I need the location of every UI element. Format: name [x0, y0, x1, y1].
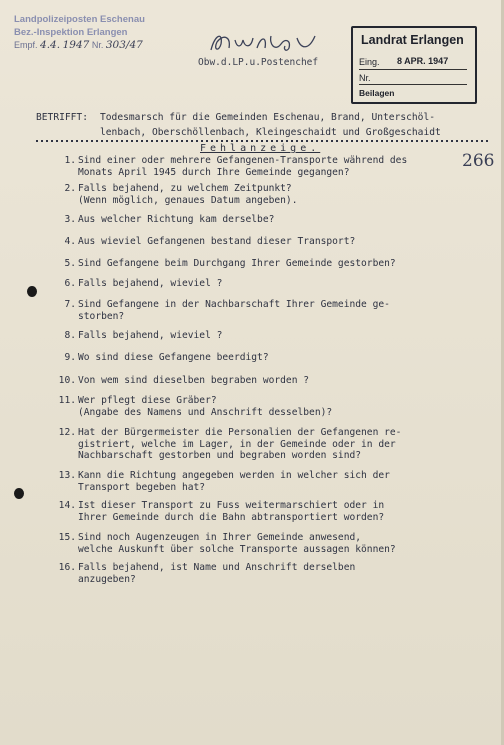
- question-text: Von wem sind dieselben begraben worden ?: [78, 375, 310, 386]
- question-item: [56, 299, 436, 322]
- question-number: 14.: [58, 500, 76, 511]
- stamp-line-1: Landpolizeiposten Eschenau: [14, 14, 145, 25]
- question-item: [56, 183, 436, 206]
- stamp-empf-year: 1947: [62, 39, 90, 51]
- handwritten-signature: [205, 30, 325, 56]
- fehlanzeige-heading: Fehlanzeige.: [200, 143, 321, 154]
- question-text: Sind noch Augenzeugen in Ihrer Gemeinde anwesend, welche Auskunft über solche Transporte aussagen können?: [78, 532, 396, 555]
- question-item: [56, 500, 436, 523]
- received-stamp-eing-label: Eing.: [359, 57, 380, 67]
- stamp-nr-label: Nr.: [91, 40, 104, 50]
- received-stamp-beilagen-label: Beilagen: [359, 88, 395, 98]
- question-item: [56, 562, 436, 585]
- subject-label: BETRIFFT:: [36, 112, 88, 123]
- question-item: [56, 155, 436, 178]
- question-number: 2.: [64, 183, 76, 194]
- question-text: Falls bejahend, ist Name und Anschrift derselben anzugeben?: [78, 562, 356, 585]
- question-item: [56, 395, 436, 418]
- stamp-rule: [359, 84, 467, 85]
- question-number: 3.: [64, 214, 76, 225]
- stamp-empf-label: Empf.: [14, 40, 38, 50]
- question-text: Falls bejahend, wieviel ?: [78, 330, 223, 341]
- question-item: [56, 352, 436, 364]
- received-stamp-nr-label: Nr.: [359, 73, 371, 83]
- question-item: [56, 258, 436, 270]
- question-text: Hat der Bürgermeister die Personalien der Gefangenen re- gistriert, welche im Lager, in der Gemeinde oder in der Nachbarschaft gestorben und begraben worden sind?: [78, 427, 402, 461]
- stamp-line-3: [14, 39, 194, 52]
- stamp-empf-day: 4.4.: [40, 39, 61, 51]
- question-number: 13.: [58, 470, 76, 481]
- received-stamp-date: 8 APR. 1947: [397, 56, 449, 66]
- question-item: [56, 330, 436, 342]
- stamp-rule: [359, 69, 467, 70]
- question-text: Falls bejahend, zu welchem Zeitpunkt? (Wenn möglich, genaues Datum angeben).: [78, 183, 298, 206]
- stamp-line-2: Bez.-Inspektion Erlangen: [14, 27, 128, 38]
- question-text: Sind einer oder mehrere Gefangenen-Transporte während des Monats April 1945 durch Ihre Gemeinde gegangen?: [78, 155, 408, 178]
- question-item: [56, 375, 436, 387]
- question-text: Ist dieser Transport zu Fuss weitermarschiert oder in Ihrer Gemeinde durch die Bahn abtransportiert worden?: [78, 500, 385, 523]
- question-number: 7.: [64, 299, 76, 310]
- question-item: [56, 214, 436, 226]
- question-item: [56, 427, 436, 462]
- subject-line-2: lenbach, Oberschöllenbach, Kleingeschaidt und Großgeschaidt: [100, 127, 441, 138]
- stamp-nr-value: 303/47: [105, 39, 143, 51]
- question-number: 1.: [64, 155, 76, 166]
- question-number: 4.: [64, 236, 76, 247]
- question-item: [56, 278, 436, 290]
- signature-title: Obw.d.LP.u.Postenchef: [198, 57, 319, 68]
- question-text: Sind Gefangene in der Nachbarschaft Ihrer Gemeinde ge- storben?: [78, 299, 390, 322]
- question-item: [56, 470, 436, 493]
- question-number: 8.: [64, 330, 76, 341]
- question-text: Wo sind diese Gefangene beerdigt?: [78, 352, 269, 363]
- police-post-stamp: [14, 13, 194, 52]
- received-stamp-org: Landrat Erlangen: [361, 33, 464, 47]
- dotted-separator: [36, 140, 488, 142]
- question-text: Aus wieviel Gefangenen bestand dieser Transport?: [78, 236, 356, 247]
- question-text: Sind Gefangene beim Durchgang Ihrer Gemeinde gestorben?: [78, 258, 396, 269]
- question-number: 6.: [64, 278, 76, 289]
- question-number: 15.: [58, 532, 76, 543]
- question-text: Wer pflegt diese Gräber? (Angabe des Namens und Anschrift desselben)?: [78, 395, 333, 418]
- question-number: 10.: [58, 375, 76, 386]
- subject-line-1: Todesmarsch für die Gemeinden Eschenau, Brand, Unterschöl-: [100, 112, 436, 123]
- question-item: [56, 532, 436, 555]
- question-text: Falls bejahend, wieviel ?: [78, 278, 223, 289]
- question-number: 11.: [58, 395, 76, 406]
- received-stamp: [351, 26, 477, 104]
- punch-hole: [27, 286, 37, 297]
- question-text: Aus welcher Richtung kam derselbe?: [78, 214, 275, 225]
- question-number: 5.: [64, 258, 76, 269]
- question-item: [56, 236, 436, 248]
- question-text: Kann die Richtung angegeben werden in welcher sich der Transport begeben hat?: [78, 470, 390, 493]
- handwritten-number: 266: [462, 151, 495, 171]
- question-number: 9.: [64, 352, 76, 363]
- punch-hole: [14, 488, 24, 499]
- question-number: 12.: [58, 427, 76, 438]
- question-number: 16.: [58, 562, 76, 573]
